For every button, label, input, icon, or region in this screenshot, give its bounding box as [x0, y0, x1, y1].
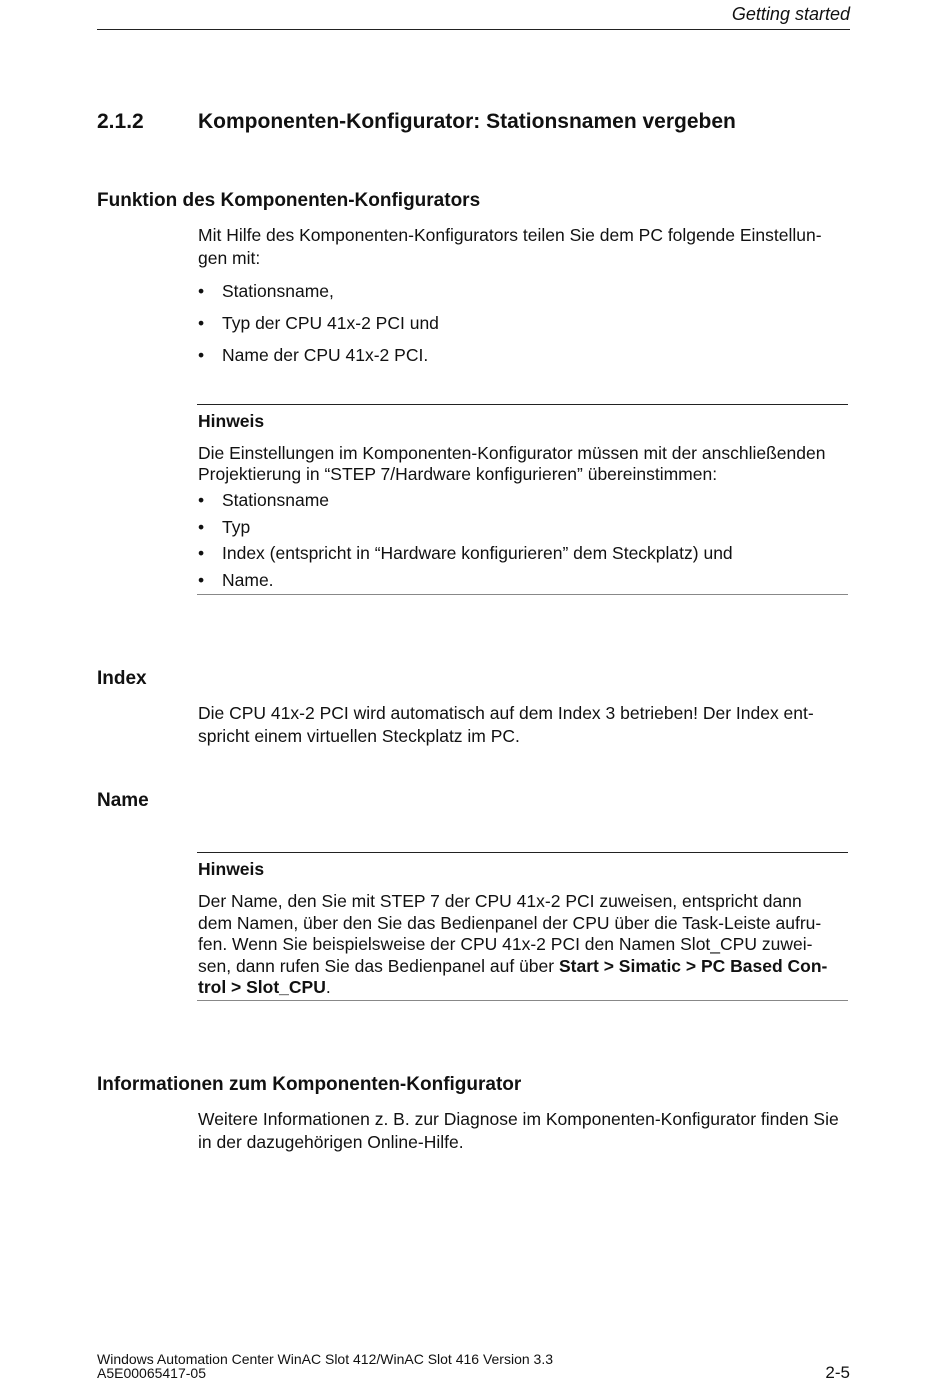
footer-title: Windows Automation Center WinAC Slot 412/WinAC Slot 416 Version 3.3	[97, 1351, 553, 1367]
section-number: 2.1.2	[97, 110, 144, 133]
info-text: Weitere Informationen z. B. zur Diagnose im Komponenten-Konfigurator finden Sie in der dazugehörigen Online-Hilfe.	[198, 1109, 839, 1152]
note-rule-bottom	[197, 1000, 848, 1001]
name-heading: Name	[97, 790, 149, 811]
note-label: Hinweis	[198, 411, 265, 431]
footer-doc-number: A5E00065417-05	[97, 1365, 206, 1381]
bullet-icon: •	[198, 490, 205, 510]
bullet-icon: •	[198, 569, 205, 590]
funktion-bullet-list	[198, 280, 848, 376]
list-item: • Name.	[198, 569, 274, 590]
list-item: • Typ der CPU 41x-2 PCI und	[198, 313, 439, 333]
bullet-icon: •	[198, 345, 205, 365]
funktion-intro: Mit Hilfe des Komponenten-Konfigurators teilen Sie dem PC folgende Einstellun- gen mit:	[198, 225, 822, 268]
info-heading: Informationen zum Komponenten-Konfigurator	[97, 1074, 522, 1095]
note2-text: Der Name, den Sie mit STEP 7 der CPU 41x-2 PCI zuweisen, entspricht dann dem Namen, über den Sie das Bedienpanel der CPU über die Task-Leiste aufru- fen. Wenn Sie beispielsweise der CPU 41x-2 PCI den Namen Slot_CPU zuwei- sen, dann rufen Sie das Bedienpanel auf über Start > Simatic > PC Based Con- trol > Slot_CPU.	[198, 891, 828, 997]
section-title: Komponenten-Konfigurator: Stationsnamen vergeben	[198, 110, 736, 133]
list-item: • Stationsname	[198, 490, 330, 510]
note1-text: Die Einstellungen im Komponenten-Konfigurator müssen mit der anschließenden Projektierung in “STEP 7/Hardware konfigurieren” übereinstimmen:	[198, 443, 826, 484]
note-rule-top	[197, 404, 848, 405]
page-number: 2-5	[825, 1363, 850, 1382]
list-item: • Stationsname,	[198, 281, 334, 301]
note-label: Hinweis	[198, 859, 265, 879]
bullet-icon: •	[198, 313, 205, 333]
list-item: • Typ	[198, 516, 251, 537]
note1-bullet-list	[198, 489, 848, 595]
bullet-icon: •	[198, 543, 205, 563]
menu-path: Start > Simatic > PC Based Con- trol > Slot_CPU	[198, 955, 828, 997]
list-item: • Name der CPU 41x-2 PCI.	[198, 345, 429, 365]
header-rule	[97, 29, 850, 30]
note-rule-bottom	[197, 594, 848, 595]
running-header: Getting started	[731, 4, 850, 24]
bullet-icon: •	[198, 516, 205, 537]
funktion-heading: Funktion des Komponenten-Konfigurators	[97, 190, 481, 211]
bullet-icon: •	[198, 281, 205, 301]
index-heading: Index	[97, 668, 147, 689]
note-rule-top	[197, 852, 848, 853]
list-item: • Index (entspricht in “Hardware konfigurieren” dem Steckplatz) und	[198, 543, 733, 563]
index-text: Die CPU 41x-2 PCI wird automatisch auf dem Index 3 betrieben! Der Index ent- spricht einem virtuellen Steckplatz im PC.	[198, 703, 814, 746]
